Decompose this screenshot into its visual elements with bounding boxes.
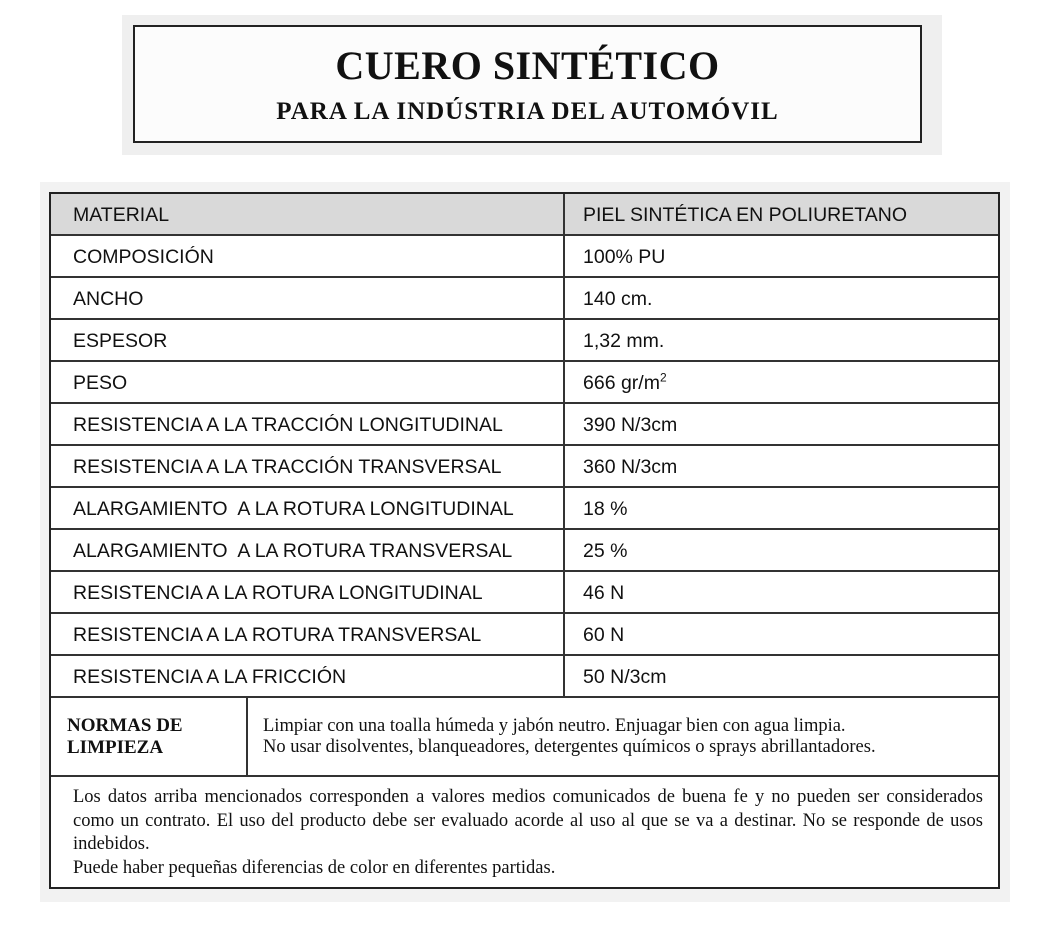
spec-row-rotura-transversal bbox=[51, 614, 998, 656]
spec-value: 60 N bbox=[583, 624, 625, 646]
spec-value-text: 666 gr/m bbox=[583, 372, 660, 394]
spec-value: 50 N/3cm bbox=[583, 666, 667, 688]
spec-header-value: PIEL SINTÉTICA EN POLIURETANO bbox=[583, 204, 907, 226]
spec-value: 140 cm. bbox=[583, 288, 653, 310]
column-divider bbox=[563, 194, 565, 697]
spec-value: 100% PU bbox=[583, 246, 666, 268]
spec-table bbox=[49, 192, 1000, 889]
spec-value: 18 % bbox=[583, 498, 628, 520]
spec-property: RESISTENCIA A LA FRICCIÓN bbox=[73, 666, 347, 688]
spec-header-row bbox=[51, 194, 998, 236]
document-title: CUERO SINTÉTICO bbox=[335, 43, 720, 88]
disclaimer-paragraph-2: Puede haber pequeñas diferencias de color en diferentes partidas. bbox=[73, 857, 556, 878]
spec-row-traccion-transversal bbox=[51, 446, 998, 488]
spec-value: 390 N/3cm bbox=[583, 414, 678, 436]
spec-row-friccion bbox=[51, 656, 998, 698]
spec-row-alargamiento-longitudinal bbox=[51, 488, 998, 530]
cleaning-label-line2: LIMPIEZA bbox=[67, 737, 164, 758]
spec-property: ALARGAMIENTO A LA ROTURA LONGITUDINAL bbox=[73, 498, 514, 520]
spec-value: 46 N bbox=[583, 582, 625, 604]
cleaning-label-line1: NORMAS DE bbox=[67, 715, 183, 736]
spec-property: RESISTENCIA A LA ROTURA TRANSVERSAL bbox=[73, 624, 482, 646]
spec-row-ancho bbox=[51, 278, 998, 320]
spec-property: PESO bbox=[73, 372, 128, 394]
title-box bbox=[133, 25, 922, 143]
cleaning-label bbox=[67, 715, 237, 759]
spec-property: RESISTENCIA A LA TRACCIÓN LONGITUDINAL bbox=[73, 414, 503, 436]
spec-row-rotura-longitudinal bbox=[51, 572, 998, 614]
disclaimer-paragraph-1: Los datos arriba mencionados corresponden a valores medios comunicados de buena fe y no pueden ser considerados como un contrato. El uso del producto debe ser evaluado acorde al uso al que se va a destinar. No se responde de usos indebidos. bbox=[73, 787, 983, 854]
cleaning-instructions bbox=[263, 716, 993, 758]
spec-value: 360 N/3cm bbox=[583, 456, 678, 478]
spec-property: ESPESOR bbox=[73, 330, 168, 352]
spec-row-alargamiento-transversal bbox=[51, 530, 998, 572]
spec-row-composicion bbox=[51, 236, 998, 278]
spec-property: RESISTENCIA A LA ROTURA LONGITUDINAL bbox=[73, 582, 483, 604]
spec-row-peso bbox=[51, 362, 998, 404]
spec-value bbox=[583, 362, 993, 402]
superscript: 2 bbox=[659, 370, 667, 385]
spec-row-espesor bbox=[51, 320, 998, 362]
spec-row-traccion-longitudinal bbox=[51, 404, 998, 446]
spec-value: 25 % bbox=[583, 540, 628, 562]
spec-header-property: MATERIAL bbox=[73, 204, 170, 226]
spec-property: ALARGAMIENTO A LA ROTURA TRANSVERSAL bbox=[73, 540, 513, 562]
spec-value: 1,32 mm. bbox=[583, 330, 665, 352]
cleaning-line2: No usar disolventes, blanqueadores, detergentes químicos o sprays abrillantadores. bbox=[263, 737, 876, 757]
spec-property: COMPOSICIÓN bbox=[73, 246, 214, 268]
spec-property: RESISTENCIA A LA TRACCIÓN TRANSVERSAL bbox=[73, 456, 502, 478]
document-subtitle: PARA LA INDÚSTRIA DEL AUTOMÓVIL bbox=[276, 98, 779, 125]
cleaning-section bbox=[51, 697, 998, 777]
cleaning-divider bbox=[246, 697, 248, 775]
disclaimer bbox=[73, 786, 983, 880]
cleaning-line1: Limpiar con una toalla húmeda y jabón neutro. Enjuagar bien con agua limpia. bbox=[263, 716, 846, 736]
spec-property: ANCHO bbox=[73, 288, 144, 310]
